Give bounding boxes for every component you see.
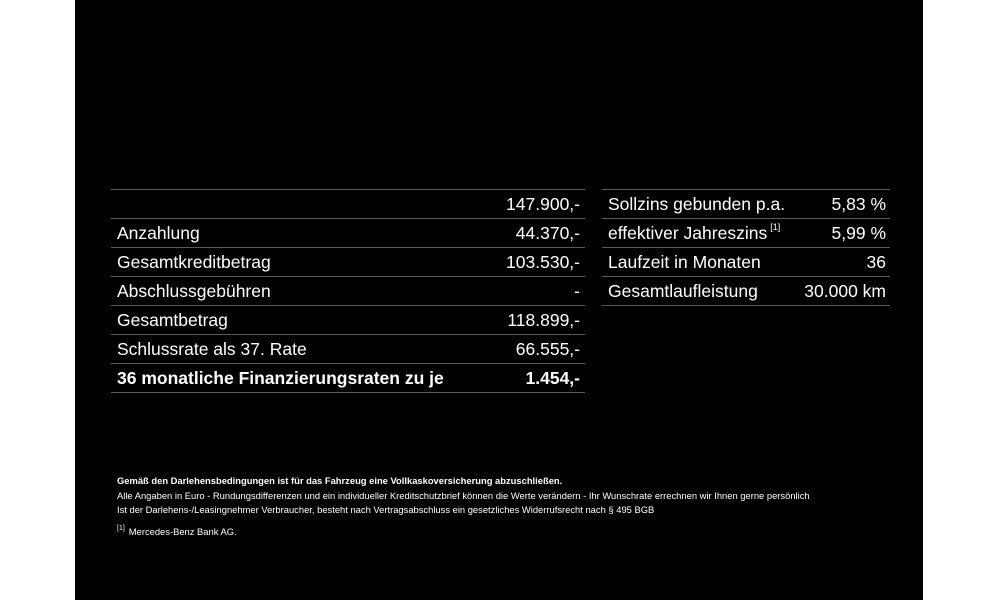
row-label: Gesamtkreditbetrag [117, 251, 271, 272]
row-label: Anzahlung [117, 222, 200, 243]
row-label: Laufzeit in Monaten [608, 251, 761, 272]
row-value: 147.900,- [506, 193, 580, 214]
closing-fees-row [111, 277, 585, 306]
row-value: 1.454,- [525, 367, 580, 388]
footnote-text: Mercedes-Benz Bank AG. [128, 526, 237, 538]
financing-panel [75, 0, 923, 600]
row-label: Gesamtlaufleistung [608, 280, 758, 301]
row-label: 36 monatliche Finanzierungsraten zu je [117, 367, 444, 388]
row-label-group [608, 223, 780, 244]
footnote-marker: [1] [770, 221, 781, 232]
row-value: - [574, 280, 580, 301]
effective-interest-row [602, 219, 890, 248]
row-label: Sollzins gebunden p.a. [608, 193, 786, 214]
row-label: effektiver Jahreszins [608, 222, 768, 243]
row-value: 36 [866, 251, 886, 272]
total-mileage-row [602, 277, 890, 306]
terms-table [602, 189, 890, 306]
footnote-marker: [1] [117, 525, 125, 532]
down-payment-row [111, 219, 585, 248]
footnote [117, 523, 897, 539]
row-value: 44.370,- [515, 222, 580, 243]
row-value: 118.899,- [507, 309, 580, 330]
insurance-note: Gemäß den Darlehensbedingungen ist für das Fahrzeug eine Vollkaskoversicherung abzuschließen. [117, 475, 563, 486]
nominal-interest-row [602, 190, 890, 219]
withdrawal-right-line: Ist der Darlehens-/Leasingnehmer Verbraucher, besteht nach Vertragsabschluss ein gesetzliches Widerrufsrecht nach § 495 BGB [117, 504, 655, 515]
final-installment-row [111, 335, 585, 364]
legal-footer [117, 474, 897, 539]
row-value: 103.530,- [506, 251, 580, 272]
row-value: 30.000 km [804, 280, 886, 301]
row-label: Abschlussgebühren [117, 280, 271, 301]
row-label: Gesamtbetrag [117, 309, 228, 330]
row-label: Schlussrate als 37. Rate [117, 338, 307, 359]
row-value: 66.555,- [515, 338, 580, 359]
disclaimer-line: Alle Angaben in Euro - Rundungsdifferenzen und ein individueller Kreditschutzbrief können die Werte verändern - Ihr Wunschrate errechnen wir Ihnen gerne persönlich [117, 490, 810, 501]
finance-table [111, 189, 585, 393]
row-value: 5,99 % [831, 222, 886, 243]
total-credit-row [111, 248, 585, 277]
price-row [111, 190, 585, 219]
row-value: 5,83 % [831, 193, 886, 214]
total-amount-row [111, 306, 585, 335]
term-months-row [602, 248, 890, 277]
monthly-rate-row [111, 364, 585, 393]
